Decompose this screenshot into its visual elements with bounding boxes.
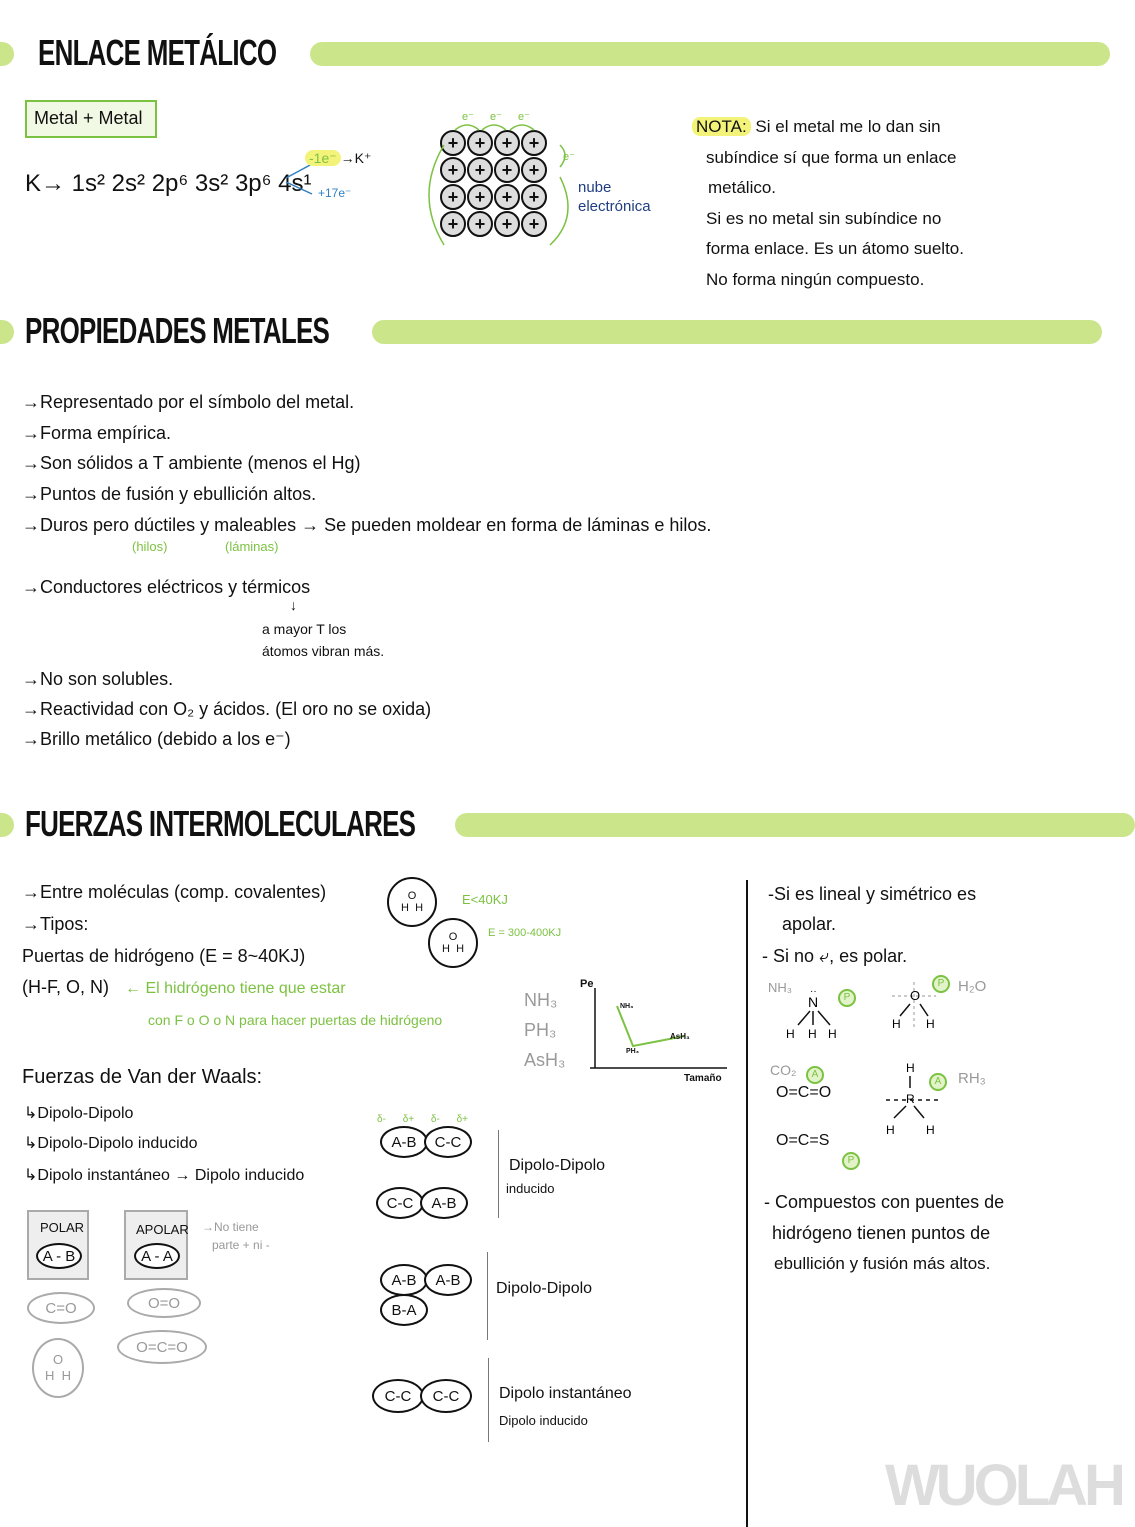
down-arrow-icon: ↓ <box>290 597 297 613</box>
positive-ion: + <box>467 184 493 210</box>
green-note: con F o O o N para hacer puertas de hidrógeno <box>148 1012 443 1028</box>
apolar-badge: A <box>929 1073 947 1091</box>
property-item: →Forma empírica. <box>22 423 172 443</box>
conclusion-line: ebullición y fusión más altos. <box>774 1254 991 1273</box>
vdw-item: ↳Dipolo-Dipolo inducido <box>24 1135 198 1152</box>
apolar-badge: A <box>806 1066 824 1084</box>
thermal-note: átomos vibran más. <box>262 643 385 659</box>
polar-example: A - B <box>36 1243 82 1269</box>
molecule-ellipse: A-B <box>424 1264 472 1296</box>
atom-h: H <box>61 1368 71 1383</box>
note-line: Si es no metal sin subíndice no <box>706 208 942 228</box>
graph-xlabel: Tamaño <box>684 1073 722 1084</box>
rule-text: -Si es lineal y simétrico es <box>768 884 977 904</box>
graph-ylabel: Pe <box>580 978 594 990</box>
positive-ion: + <box>494 130 520 156</box>
electron-flow-arrows <box>420 115 580 255</box>
charge-pos: δ+ <box>402 1114 415 1125</box>
lose-electron: -1e⁻ <box>305 150 341 166</box>
positive-ion: + <box>494 184 520 210</box>
note-tag: NOTA: <box>692 117 751 136</box>
molecule-ellipse: A-B <box>380 1264 428 1296</box>
atom-h: H <box>441 943 450 955</box>
metal-metal-box <box>25 100 157 138</box>
charge-neg: δ- <box>430 1114 440 1125</box>
water-molecule <box>387 877 437 927</box>
boiling-point-graph <box>585 980 735 1080</box>
conclusion-line: hidrógeno tienen puntos de <box>772 1223 991 1243</box>
molecule-ellipse: C-C <box>372 1379 424 1413</box>
hydride: AsH₃ <box>524 1050 566 1070</box>
brace <box>498 1130 499 1218</box>
hydride: PH₃ <box>524 1020 557 1040</box>
atom-o: O <box>448 931 458 943</box>
note-line: subíndice sí que forma un enlace <box>706 147 957 167</box>
atom-h: H <box>44 1368 55 1383</box>
apolar-example: A - A <box>134 1243 180 1269</box>
rule-text: - Si no ⤶, es polar. <box>762 946 908 966</box>
note-line: metálico. <box>708 178 777 197</box>
positive-ion: + <box>467 157 493 183</box>
vdw-item: ↳Dipolo instantáneo → Dipolo inducido <box>24 1167 305 1184</box>
svg-text:H: H <box>926 1017 935 1031</box>
positive-ion: + <box>521 184 547 210</box>
positive-ion: + <box>467 130 493 156</box>
svg-text:N: N <box>808 994 819 1010</box>
hydride-list <box>524 985 565 1075</box>
atom-o: O <box>52 1352 64 1367</box>
electron-configuration: K→ 1s² 2s² 2p⁶ 3s² 3p⁶ 4s¹ <box>25 170 312 197</box>
thermal-note: a mayor T los <box>262 621 347 637</box>
positive-ion: + <box>440 211 466 237</box>
atom-h: H <box>415 902 424 914</box>
svg-text:H: H <box>892 1017 901 1031</box>
strong-energy: E = 300-400KJ <box>488 927 562 939</box>
graph-point-label: NH₃ <box>620 1003 634 1010</box>
polar-badge: P <box>842 1152 860 1170</box>
svg-text:R: R <box>906 1092 915 1106</box>
charge-pos: δ+ <box>456 1114 468 1125</box>
header-bar <box>455 813 1135 837</box>
positive-ion: + <box>440 157 466 183</box>
conclusion-line: - Compuestos con puentes de <box>764 1192 1005 1212</box>
text-line: →Entre moléculas (comp. covalentes) <box>22 882 327 902</box>
electron-label: e⁻ <box>462 111 474 123</box>
electron-label: e⁻ <box>518 111 530 123</box>
svg-text:H: H <box>828 1027 837 1041</box>
electron-label: e⁻ <box>563 151 575 163</box>
polar-badge: P <box>838 989 856 1007</box>
metal-metal-label: Metal + Metal <box>34 108 143 128</box>
property-item: →Conductores eléctricos y térmicos <box>22 577 311 597</box>
positive-ion: + <box>521 130 547 156</box>
dipole-label: Dipolo-Dipolo <box>496 1280 593 1297</box>
header-bar <box>310 42 1110 66</box>
brace <box>488 1358 489 1442</box>
apolar-note-line: parte + ni - <box>212 1238 270 1252</box>
atom-h: H <box>400 902 409 914</box>
apolar-box <box>124 1210 188 1280</box>
molecule-name: RH₃ <box>958 1070 986 1087</box>
header-dot <box>0 813 14 837</box>
electron-cloud-label <box>578 178 651 216</box>
hydride: NH₃ <box>524 990 558 1010</box>
property-item: →Representado por el símbolo del metal. <box>22 392 355 412</box>
molecule-ellipse: A-B <box>420 1187 468 1219</box>
dipole-label: Dipolo-Dipolo <box>509 1157 606 1174</box>
column-divider <box>746 880 748 1527</box>
positive-ion: + <box>521 157 547 183</box>
brace <box>487 1252 488 1340</box>
molecule-ellipse: C-C <box>424 1126 472 1158</box>
header-dot <box>0 320 14 344</box>
svg-text:H: H <box>786 1027 795 1041</box>
text-line: Puertas de hidrógeno (E = 8~40KJ) <box>22 946 306 966</box>
svg-text:H: H <box>808 1027 817 1041</box>
k-ion: →K⁺ <box>340 150 372 166</box>
property-item: →Puntos de fusión y ebullición altos. <box>22 484 317 504</box>
property-item: →Duros pero dúctiles y maleables → Se pueden moldear en forma de láminas e hilos. <box>22 515 712 535</box>
graph-axes <box>590 988 727 1068</box>
svg-text:H: H <box>926 1123 935 1137</box>
apolar-note-line: →No tiene <box>202 1220 259 1234</box>
charge-neg: δ- <box>377 1114 386 1125</box>
header-bar <box>372 320 1102 344</box>
ocs-structure: O=C=S <box>776 1132 830 1149</box>
dipole-label: Dipolo instantáneo <box>499 1385 632 1402</box>
atom-h: H <box>456 943 465 955</box>
svg-text:··: ·· <box>810 986 817 997</box>
property-item: →No son solubles. <box>22 669 174 689</box>
vdw-title: Fuerzas de Van der Waals: <box>22 1066 263 1088</box>
note-line: No forma ningún compuesto. <box>706 269 925 289</box>
atom-o: O <box>407 890 417 902</box>
rule-text: apolar. <box>782 914 837 934</box>
header-dot <box>0 42 14 66</box>
section-title-enlace-metalico: ENLACE METÁLICO <box>38 32 277 73</box>
positive-ion: + <box>494 157 520 183</box>
note-line: Si el metal me lo dan sin <box>755 117 941 136</box>
property-item: →Brillo metálico (debido a los e⁻) <box>22 729 291 749</box>
molecule-ellipse: A-B <box>380 1126 428 1158</box>
molecule-ellipse: C-C <box>420 1379 472 1413</box>
gain-electrons: +17e⁻ <box>318 186 352 200</box>
apolar-molecule: O=C=O <box>117 1330 207 1364</box>
sub-hilos: (hilos) <box>132 539 168 554</box>
positive-ion: + <box>440 130 466 156</box>
section-title-propiedades: PROPIEDADES METALES <box>25 310 330 351</box>
svg-text:H: H <box>906 1061 915 1075</box>
svg-text:O: O <box>910 988 921 1003</box>
positive-ion: + <box>440 184 466 210</box>
section-title-fuerzas: FUERZAS INTERMOLECULARES <box>25 803 416 844</box>
molecule-name: CO₂ <box>770 1062 797 1078</box>
co2-structure: O=C=O <box>776 1084 832 1101</box>
positive-ion: + <box>467 211 493 237</box>
graph-point-label: AsH₃ <box>670 1032 690 1041</box>
water-molecule <box>428 918 478 968</box>
apolar-label: APOLAR <box>136 1222 189 1237</box>
polar-badge: P <box>932 975 950 993</box>
molecule-ellipse: B-A <box>380 1294 428 1326</box>
molecule-name: NH₃ <box>768 980 793 995</box>
property-item: →Reactividad con O₂ y ácidos. (El oro no se oxida) <box>22 699 432 719</box>
dipole-label: inducido <box>506 1181 555 1196</box>
graph-point-label: PH₃ <box>626 1048 639 1055</box>
note-line: forma enlace. Es un átomo suelto. <box>706 239 964 258</box>
charge-labels <box>377 1114 468 1125</box>
positive-ion: + <box>521 211 547 237</box>
polar-box <box>27 1210 89 1280</box>
cloud-label-line: nube <box>578 179 612 196</box>
weak-energy: E<40KJ <box>462 892 508 907</box>
cloud-label-line: electrónica <box>578 198 651 215</box>
text-line: →Tipos: <box>22 914 89 934</box>
vdw-item: ↳Dipolo-Dipolo <box>24 1105 134 1122</box>
note-block <box>692 112 964 295</box>
molecule-name: H₂O <box>958 978 987 995</box>
electron-label: e⁻ <box>490 111 502 123</box>
wuolah-watermark: WUOLAH <box>885 1453 1122 1518</box>
text-line: (H-F, O, N) <box>22 977 109 997</box>
property-item: →Son sólidos a T ambiente (menos el Hg) <box>22 453 361 473</box>
apolar-molecule: O=O <box>127 1288 201 1318</box>
svg-text:H: H <box>886 1123 895 1137</box>
polar-molecule: C=O <box>27 1292 95 1324</box>
molecule-ellipse: C-C <box>376 1187 424 1219</box>
polar-label: POLAR <box>40 1220 85 1235</box>
sub-laminas: (láminas) <box>225 539 279 554</box>
polar-water-molecule <box>32 1338 84 1398</box>
dipole-label: Dipolo inducido <box>499 1413 588 1428</box>
positive-ion: + <box>494 211 520 237</box>
apolar-note <box>202 1218 270 1254</box>
green-note: ← El hidrógeno tiene que estar <box>125 980 346 997</box>
